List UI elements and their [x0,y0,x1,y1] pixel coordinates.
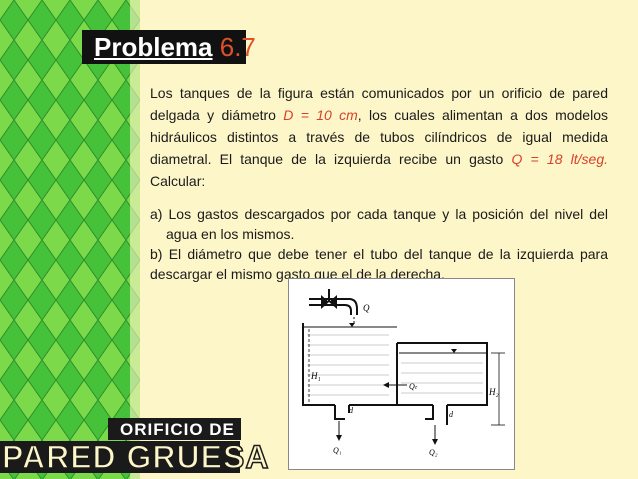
question-b: b) El diámetro que debe tener el tubo del tanque de la izquierda para descargar el mismo gasto que el de la derecha. [150,246,608,282]
label-d-right: d [449,410,453,419]
label-qt: Qₜ [409,382,418,391]
badge-orificio-de: ORIFICIO DE [120,420,235,439]
question-list [150,204,608,284]
intro-text-2: , los cuales alimentan a dos modelos hidráulicos distintos a través de tubos cilíndricos de igual medida diametral. El tanque de la izquierda recibe un gasto [150,107,608,167]
label-q2: Q₂ [429,448,438,457]
badge-pared-gruesa: PARED GRUESA [2,439,270,475]
title-number: 6.7 [219,32,256,62]
left-decorative-pattern [0,0,140,479]
diameter-value: D = 10 cm [283,107,358,123]
label-q: Q [363,303,370,313]
flow-value: Q = 18 lt/seg. [511,151,608,167]
left-level-marker [349,323,355,327]
left-outlet-pipe [335,405,349,419]
right-level-marker [451,349,457,353]
right-arrow-head [432,439,438,445]
problem-statement [150,82,608,192]
slide-title [94,32,256,62]
label-d-left: d [349,406,353,415]
left-water-hatch [307,335,389,395]
label-h1: H₁ [311,371,321,381]
tank-diagram [288,278,515,470]
intro-text-3: Calcular: [150,173,206,189]
label-h2: H₂ [489,387,499,397]
question-a: a) Los gastos descargados por cada tanque y la posición del nivel del agua en los mismos. [150,206,608,242]
left-arrow-head [336,435,342,441]
right-outlet-pipe [425,405,447,425]
intro-text-1: Los tanques de la figura están comunicados por un orificio de pared delgada y diámetro [150,85,608,123]
right-tank [397,343,487,405]
title-word: Problema [94,32,213,62]
label-q1: Q₁ [333,446,342,455]
